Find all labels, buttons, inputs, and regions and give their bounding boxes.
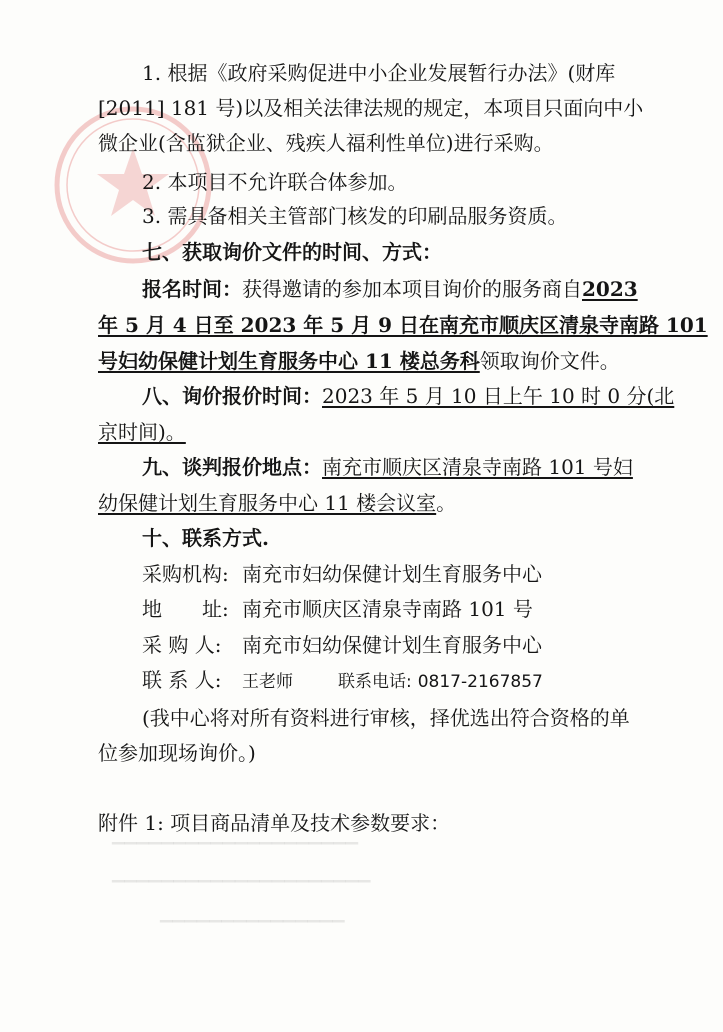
contact-buyer-value: 南充市妇幼保健计划生育服务中心	[242, 633, 542, 657]
contact-address-label: 地 址:	[142, 597, 229, 621]
section-9-heading: 九、谈判报价地点：	[142, 455, 322, 479]
contact-org-value: 南充市妇幼保健计划生育服务中心	[242, 562, 542, 586]
paragraph-3: 3. 需具备相关主管部门核发的印刷品服务资质。	[142, 204, 568, 228]
attachment-heading: 附件 1: 项目商品清单及技术参数要求：	[98, 811, 451, 835]
contact-buyer-row	[142, 633, 542, 657]
section-7-heading: 七、获取询价文件的时间、方式：	[142, 240, 442, 264]
contact-person-label: 联 系 人:	[142, 668, 222, 692]
paragraph-2: 2. 本项目不允许联合体参加。	[142, 170, 408, 194]
contact-address-value: 南充市顺庆区清泉寺南路 101 号	[242, 597, 533, 621]
section-8-heading: 八、询价报价时间：	[142, 384, 322, 408]
note-line-2: 位参加现场询价。)	[98, 741, 256, 765]
note-line-1: (我中心将对所有资料进行审核，择优选出符合资格的单	[142, 706, 630, 730]
negotiation-location-part-1: 南充市顺庆区清泉寺南路 101 号妇	[322, 455, 633, 479]
contact-phone-label: 联系电话:	[338, 672, 412, 692]
signup-end: 领取询价文件。	[479, 349, 620, 373]
signup-text: 获得邀请的参加本项目询价的服务商自	[242, 277, 582, 301]
quote-time-part-1: 2023 年 5 月 10 日上午 10 时 0 分(北	[322, 384, 675, 408]
section-8-line-1	[142, 384, 674, 408]
signup-line-1	[142, 277, 638, 301]
signup-location: 号妇幼保健计划生育服务中心 11 楼总务科	[98, 349, 480, 373]
signup-line-2: 年 5 月 4 日至 2023 年 5 月 9 日在南充市顺庆区清泉寺南路 101	[98, 313, 708, 337]
contact-org-label: 采购机构:	[142, 562, 229, 586]
section-9-end: 。	[436, 491, 457, 515]
paragraph-1-line-3: 微企业(含监狱企业、残疾人福利性单位)进行采购。	[98, 131, 554, 155]
section-10-heading: 十、联系方式.	[142, 526, 269, 550]
reverse-bleed-line: ▔▔▔▔▔▔▔▔▔▔▔▔▔▔▔▔▔▔▔▔	[112, 842, 359, 861]
section-9-line-1	[142, 455, 633, 479]
paragraph-1-line-1: 1. 根据《政府采购促进中小企业发展暂行办法》(财库	[142, 61, 616, 85]
contact-person-row	[142, 668, 543, 694]
contact-person-value: 王老师	[242, 672, 293, 692]
paragraph-1-line-2: [2011] 181 号)以及相关法律法规的规定，本项目只面向中小	[98, 96, 644, 120]
contact-org-row	[142, 562, 542, 586]
contact-address-row	[142, 597, 533, 621]
reverse-bleed-line: ▔▔▔▔▔▔▔▔▔▔▔▔▔▔▔▔▔▔▔▔▔	[112, 880, 371, 899]
contact-buyer-label: 采 购 人:	[142, 633, 222, 657]
quote-time-part-2: 京时间)。	[98, 420, 186, 444]
contact-phone-value: 0817-2167857	[417, 672, 543, 692]
negotiation-location-part-2: 幼保健计划生育服务中心 11 楼会议室	[98, 491, 437, 515]
signup-date-start: 2023	[582, 277, 638, 301]
section-9-line-2	[98, 491, 456, 515]
signup-line-3	[98, 349, 620, 373]
reverse-bleed-line: ▔▔▔▔▔▔▔▔▔▔▔▔▔▔▔	[160, 920, 345, 939]
signup-label: 报名时间：	[142, 277, 242, 301]
